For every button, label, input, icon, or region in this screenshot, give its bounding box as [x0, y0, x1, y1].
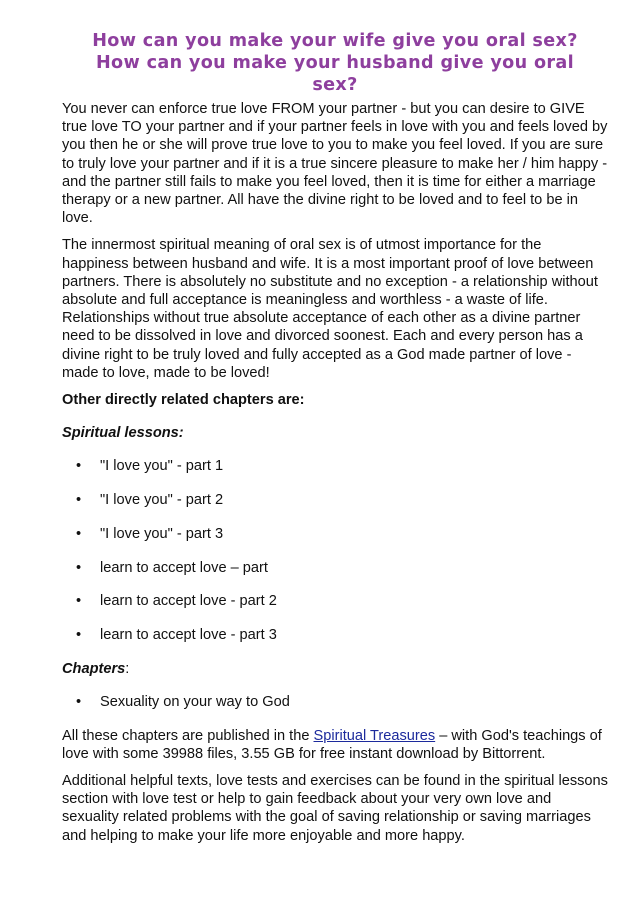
chapters-colon: : — [125, 660, 130, 677]
bullet-icon: • — [76, 458, 82, 475]
meaning-paragraph: The innermost spiritual meaning of oral sex is of utmost importance for the happiness between husband and wife. It is a most important proof of love between partners. There is absolutely no substitute and no exception - a relationship without absolute and full acceptance is meaningless and worthless - a waste of life. Relationships without true absolute acceptance of each other as a divine partner need to be dissolved in love and divorced soonest. Each and every person has a divine right to be truly loved and fully accepted as a God made partner of love - made to love, made to be loved! — [62, 237, 598, 381]
chapters-heading — [62, 660, 608, 678]
published-text-before: All these chapters are published in the — [62, 727, 314, 744]
published-paragraph — [62, 727, 608, 763]
list-item-label: learn to accept love – part — [100, 559, 268, 576]
bullet-icon: • — [76, 559, 82, 576]
list-item[interactable] — [62, 457, 608, 475]
list-item-label: "I love you" - part 2 — [100, 492, 224, 509]
bullet-icon: • — [76, 693, 82, 710]
published-text-after: – with God's teachings of love with some 39988 files, 3.55 GB for free instant download by Bittorrent. — [62, 727, 602, 762]
list-item-label: learn to accept love - part 2 — [100, 593, 277, 610]
spiritual-treasures-link[interactable]: Spiritual Treasures — [313, 727, 436, 744]
list-item[interactable] — [62, 626, 608, 644]
list-item-label: "I love you" - part 3 — [100, 525, 224, 542]
bullet-icon: • — [76, 492, 82, 509]
spiritual-lessons-list — [62, 457, 608, 644]
bullet-icon: • — [76, 525, 82, 542]
page-title — [62, 30, 608, 96]
chapters-list — [62, 693, 608, 711]
list-item[interactable] — [62, 693, 608, 711]
list-item-label: Sexuality on your way to God — [100, 693, 290, 710]
intro-paragraph: You never can enforce true love FROM your partner - but you can desire to GIVE true love TO your partner and if your partner feels in love with you and feels loved by you then he or she will prove true love to you to make you feel loved. If you are sure to truly love your partner and if it is a true sincere pleasure to make her / him happy - and the partner still fails to make you feel loved, then it is time for either a marriage therapy or a new partner. All have the divine right to be loved and to feel to be in love. — [62, 101, 608, 227]
title-line-2: How can you make your husband give you oral — [95, 53, 575, 73]
list-item[interactable] — [62, 491, 608, 509]
spiritual-lessons-heading: Spiritual lessons: — [62, 425, 184, 442]
title-line-3: sex? — [312, 75, 358, 95]
list-item[interactable] — [62, 592, 608, 610]
list-item-label: learn to accept love - part 3 — [100, 626, 277, 643]
bullet-icon: • — [76, 626, 82, 643]
list-item[interactable] — [62, 559, 608, 577]
chapters-label: Chapters — [62, 660, 126, 677]
related-chapters-heading: Other directly related chapters are: — [62, 392, 305, 409]
document-page — [62, 30, 608, 854]
list-item[interactable] — [62, 525, 608, 543]
title-line-1: How can you make your wife give you oral sex? — [92, 31, 578, 51]
bullet-icon: • — [76, 593, 82, 610]
additional-paragraph: Additional helpful texts, love tests and exercises can be found in the spiritual lessons section with love test or help to gain feedback about your very own love and sexuality related problems with the goal of saving relationship or saving marriages and helping to make your life more enjoyable and more happy. — [62, 772, 608, 844]
list-item-label: "I love you" - part 1 — [100, 458, 224, 475]
